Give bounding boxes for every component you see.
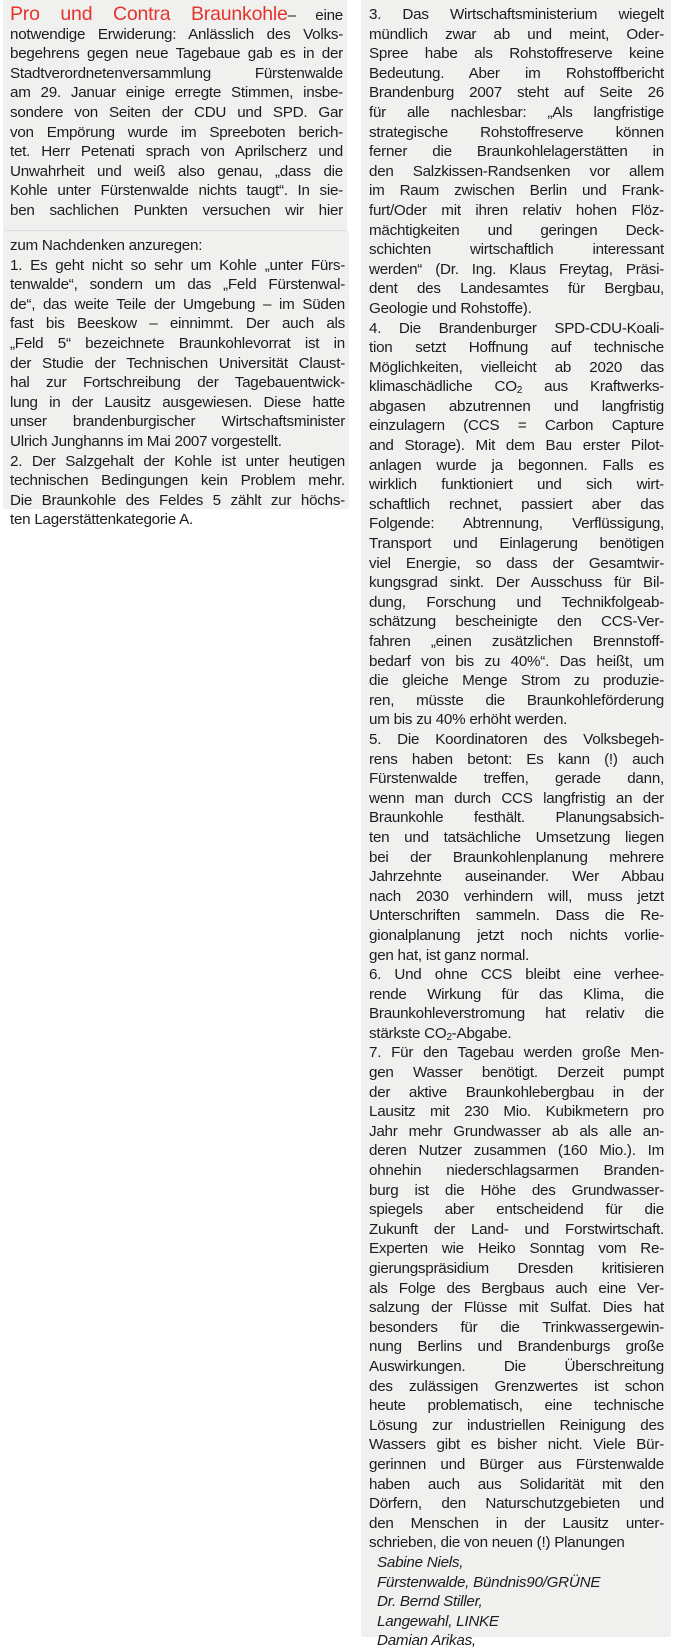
- text-line: Braunkohle festhält. Planungsabsich-: [369, 809, 664, 827]
- text-line: deren Nutzer zusammen (160 Mio.). Im: [369, 1142, 664, 1160]
- text-line: von Empörung wurde im Spreeboten berich-: [10, 123, 343, 141]
- text-line: um bis zu 40% erhöht werden.: [369, 711, 568, 729]
- text-line: Spree habe als Rohstoffreserve keine: [369, 45, 664, 63]
- text-line: kungsgrad sinkt. Der Ausschuss für Bil-: [369, 574, 664, 592]
- text-line: dent des Landesamtes für Bergbau,: [369, 280, 664, 298]
- text-line: Die Braunkohle des Feldes 5 zählt zur höchs-: [10, 491, 345, 509]
- text-line: rende Wirkung für das Klima, die: [369, 985, 664, 1003]
- text-line: werden“ (Dr. Ing. Klaus Freytag, Präsi-: [369, 260, 664, 278]
- text-line: Möglichkeiten, vielleicht ab 2020 das: [369, 358, 664, 376]
- text-line: fast bis Beeskow – einnimmt. Der auch als: [10, 315, 345, 333]
- text-line: Brandenburg 2007 steht auf Seite 26: [369, 84, 664, 102]
- text-line: tet. Herr Petenati sprach von Aprilscherz und: [10, 143, 343, 161]
- text-line: Fürstenwalde treffen, gerade dann,: [369, 770, 664, 788]
- text-line: stärkste $CO_2$-Abgabe.: [369, 1024, 512, 1043]
- text-line: spiegels aber entscheidend für die: [369, 1201, 664, 1219]
- text-line: gierungspräsidium Dresden kritisieren: [369, 1260, 664, 1277]
- text-line: klimaschädliche $CO_2$ aus Kraftwerks-: [369, 378, 664, 397]
- text-line: fahren „einen zusätzlichen Brennstoff-: [369, 633, 664, 650]
- text-line: „Feld 5“ bezeichnete Braunkohlevorrat ist in: [10, 334, 345, 352]
- text-line: gerinnen und Bürger aus Fürstenwalde: [369, 1455, 664, 1473]
- text-line: ferner die Braunkohlelagerstätten in: [369, 143, 664, 161]
- text-line: lung in der Lausitz ausgewiesen. Diese hatte: [10, 393, 345, 411]
- text-line: ben sachlichen Punkten versuchen wir hier: [10, 201, 343, 219]
- article-col1-bottom: [10, 236, 345, 530]
- text-line: – eine: [287, 7, 343, 24]
- text-line: rens haben betont: Es kann (!) auch: [369, 750, 664, 768]
- text-line: im Raum zwischen Berlin und Frank-: [369, 182, 664, 200]
- text-line: 5. Die Koordinatoren des Volksbegeh-: [369, 730, 664, 748]
- text-line: zum Nachdenken anzuregen:: [10, 237, 203, 254]
- article-col1-top: [10, 5, 343, 221]
- text-line: schaftlich rechnet, passiert aber das: [369, 495, 664, 513]
- text-line: schrieben, die von neuen (!) Planungen: [369, 1534, 625, 1552]
- signature-line: Damian Arikas,: [377, 1632, 476, 1650]
- text-line: Jahrzehnte auseinander. Wer Abbau: [369, 868, 664, 886]
- text-line: der aktive Braunkohlebergbau in der: [369, 1083, 664, 1101]
- text-line: burg ist die Höhe des Grundwasser-: [369, 1181, 664, 1199]
- text-line: Unwahrheit und weiß also genau, „dass die: [10, 162, 343, 180]
- text-line: Experten wie Heiko Sonntag vom Re-: [369, 1240, 664, 1258]
- text-line: and Storage). Mit dem Bau erster Pilot-: [369, 437, 664, 455]
- text-line: den Salzkissen-Randsenken vor allem: [369, 162, 664, 180]
- text-line: Geologie und Rohstoffe).: [369, 299, 532, 317]
- text-line: Braunkohleverstromung hat relativ die: [369, 1005, 664, 1023]
- text-line: ten Lagerstättenkategorie A.: [10, 511, 193, 529]
- text-line: ohnehin niederschlagsarmen Branden-: [369, 1162, 664, 1180]
- text-line: unser brandenburgischer Wirtschaftsminister: [10, 413, 345, 431]
- text-line: tion setzt Hoffnung auf technische: [369, 339, 664, 357]
- text-line: mündlich zwar ab und meint, Oder-: [369, 25, 664, 43]
- text-line: ten und tatsächliche Umsetzung liegen: [369, 828, 664, 846]
- text-line: 6. Und ohne CCS bleibt eine verhee-: [369, 966, 664, 984]
- text-line: ren, müsste die Braunkohleförderung: [369, 691, 664, 709]
- text-line: 3. Das Wirtschaftsministerium wiegelt: [369, 6, 664, 23]
- text-line: wenn man durch CCS langfristig an der: [369, 789, 664, 807]
- text-line: gionalplanung jetzt noch nichts vorlie-: [369, 926, 664, 944]
- text-line: am 29. Januar einige erregte Stimmen, insbe-: [10, 84, 343, 102]
- text-line: 4. Die Brandenburger SPD-CDU-Koali-: [369, 319, 664, 337]
- text-line: gen Wasser benötigt. Derzeit pumpt: [369, 1064, 664, 1082]
- text-line: einzulagern (CCS = Carbon Capture: [369, 417, 664, 435]
- article-headline: Pro und Contra Braunkohle: [10, 5, 288, 25]
- text-line: 1. Es geht nicht so sehr um Kohle „unter Fürs-: [10, 256, 345, 274]
- text-line: wirklich funktioniert und sich wirt-: [369, 476, 664, 494]
- text-line: Stadtverordnetenversammlung Fürstenwalde: [10, 64, 343, 82]
- text-line: des zulässigen Grenzwertes ist schon: [369, 1377, 664, 1395]
- text-line: heute problematisch, eine technische: [369, 1397, 664, 1415]
- text-line: viel Energie, so dass der Gesamtwir-: [369, 554, 664, 572]
- text-line: haben auch aus Solidarität mit den: [369, 1475, 664, 1493]
- text-line: Lösung zur industriellen Reinigung des: [369, 1416, 664, 1434]
- text-line: salzung der Flüsse mit Sulfat. Dies hat: [369, 1299, 664, 1317]
- text-line: 2. Der Salzgehalt der Kohle ist unter heutigen: [10, 452, 345, 470]
- text-line: technischen Bedingungen kein Problem mehr.: [10, 472, 345, 490]
- text-line: Zukunft der Land- und Forstwirtschaft.: [369, 1220, 664, 1238]
- text-line: tenwalde“, sondern um das „Feld Fürstenwal-: [10, 276, 345, 294]
- text-line: sondere von Seiten der CDU und SPD. Gar: [10, 103, 343, 121]
- signature-line: Dr. Bernd Stiller,: [377, 1593, 483, 1611]
- text-line: gen hat, ist ganz normal.: [369, 946, 530, 964]
- text-line: schichten wirtschaftlich interessant: [369, 241, 664, 259]
- text-line: begehrens gegen neue Tagebaue gab es in der: [10, 45, 343, 63]
- text-line: die gleiche Menge Strom zu produzie-: [369, 672, 664, 690]
- text-line: notwendige Erwiderung: Anlässlich des Volks-: [10, 25, 343, 43]
- text-line: Kohle unter Fürstenwalde nichts taugt“. In sie-: [10, 182, 343, 200]
- text-line: der Studie der Technischen Universität Claust-: [10, 354, 345, 372]
- article-col2: [369, 5, 664, 1651]
- text-line: furt/Oder mit ihren relativ hohen Flöz-: [369, 201, 664, 219]
- signature-line: Sabine Niels,: [377, 1553, 464, 1571]
- text-line: Auswirkungen. Die Überschreitung: [369, 1357, 664, 1375]
- text-line: Unterschriften sammeln. Dass die Re-: [369, 907, 664, 925]
- text-line: Transport und Einlagerung benötigen: [369, 535, 664, 553]
- text-line: nach 2030 verhindern will, muss jetzt: [369, 887, 664, 905]
- text-line: strategische Rohstoffreserve können: [369, 123, 664, 141]
- text-line: Lausitz mit 230 Mio. Kubikmetern pro: [369, 1103, 664, 1121]
- text-line: Ulrich Junghanns im Mai 2007 vorgestellt.: [10, 432, 282, 450]
- text-line: bei der Braunkohlenplanung mehrere: [369, 848, 664, 866]
- text-line: bedarf von bis zu 40%“. Das heißt, um: [369, 652, 664, 670]
- text-line: schätzung bescheinigte den CCS-Ver-: [369, 613, 664, 631]
- text-line: Jahr mehr Grundwasser ab als alle an-: [369, 1122, 664, 1140]
- text-line: de“, das weite Teile der Umgebung – im Süden: [10, 295, 345, 313]
- headline-line: [10, 5, 343, 25]
- text-line: abgasen abzutrennen und langfristig: [369, 397, 664, 415]
- text-line: den Menschen in der Lausitz unter-: [369, 1514, 664, 1532]
- text-line: dung, Forschung und Technikfolgeab-: [369, 593, 664, 611]
- text-line: für alle nachlesbar: „Als langfristige: [369, 103, 664, 121]
- signature-line: Fürstenwalde, Bündnis90/GRÜNE: [377, 1573, 601, 1591]
- text-line: Wassers gibt es bisher nicht. Viele Bür-: [369, 1436, 664, 1454]
- text-line: hal zur Fortschreibung der Tagebauentwick-: [10, 374, 345, 392]
- text-line: Folgende: Abtrennung, Verflüssigung,: [369, 515, 664, 533]
- signature-line: Langewahl, LINKE: [377, 1612, 499, 1630]
- text-line: mächtigkeiten und geringen Deck-: [369, 221, 664, 239]
- text-line: nung Berlins und Brandenburgs große: [369, 1338, 664, 1356]
- text-line: 7. Für den Tagebau werden große Men-: [369, 1044, 664, 1062]
- text-line: Bedeutung. Aber im Rohstoffbericht: [369, 64, 664, 82]
- text-line: als Folge des Bergbaus auch eine Ver-: [369, 1279, 664, 1297]
- text-line: besonders für die Trinkwassergewin-: [369, 1318, 664, 1336]
- text-line: anlagen wurde ja begonnen. Falls es: [369, 456, 664, 474]
- text-line: Dörfern, den Naturschutzgebieten und: [369, 1495, 664, 1513]
